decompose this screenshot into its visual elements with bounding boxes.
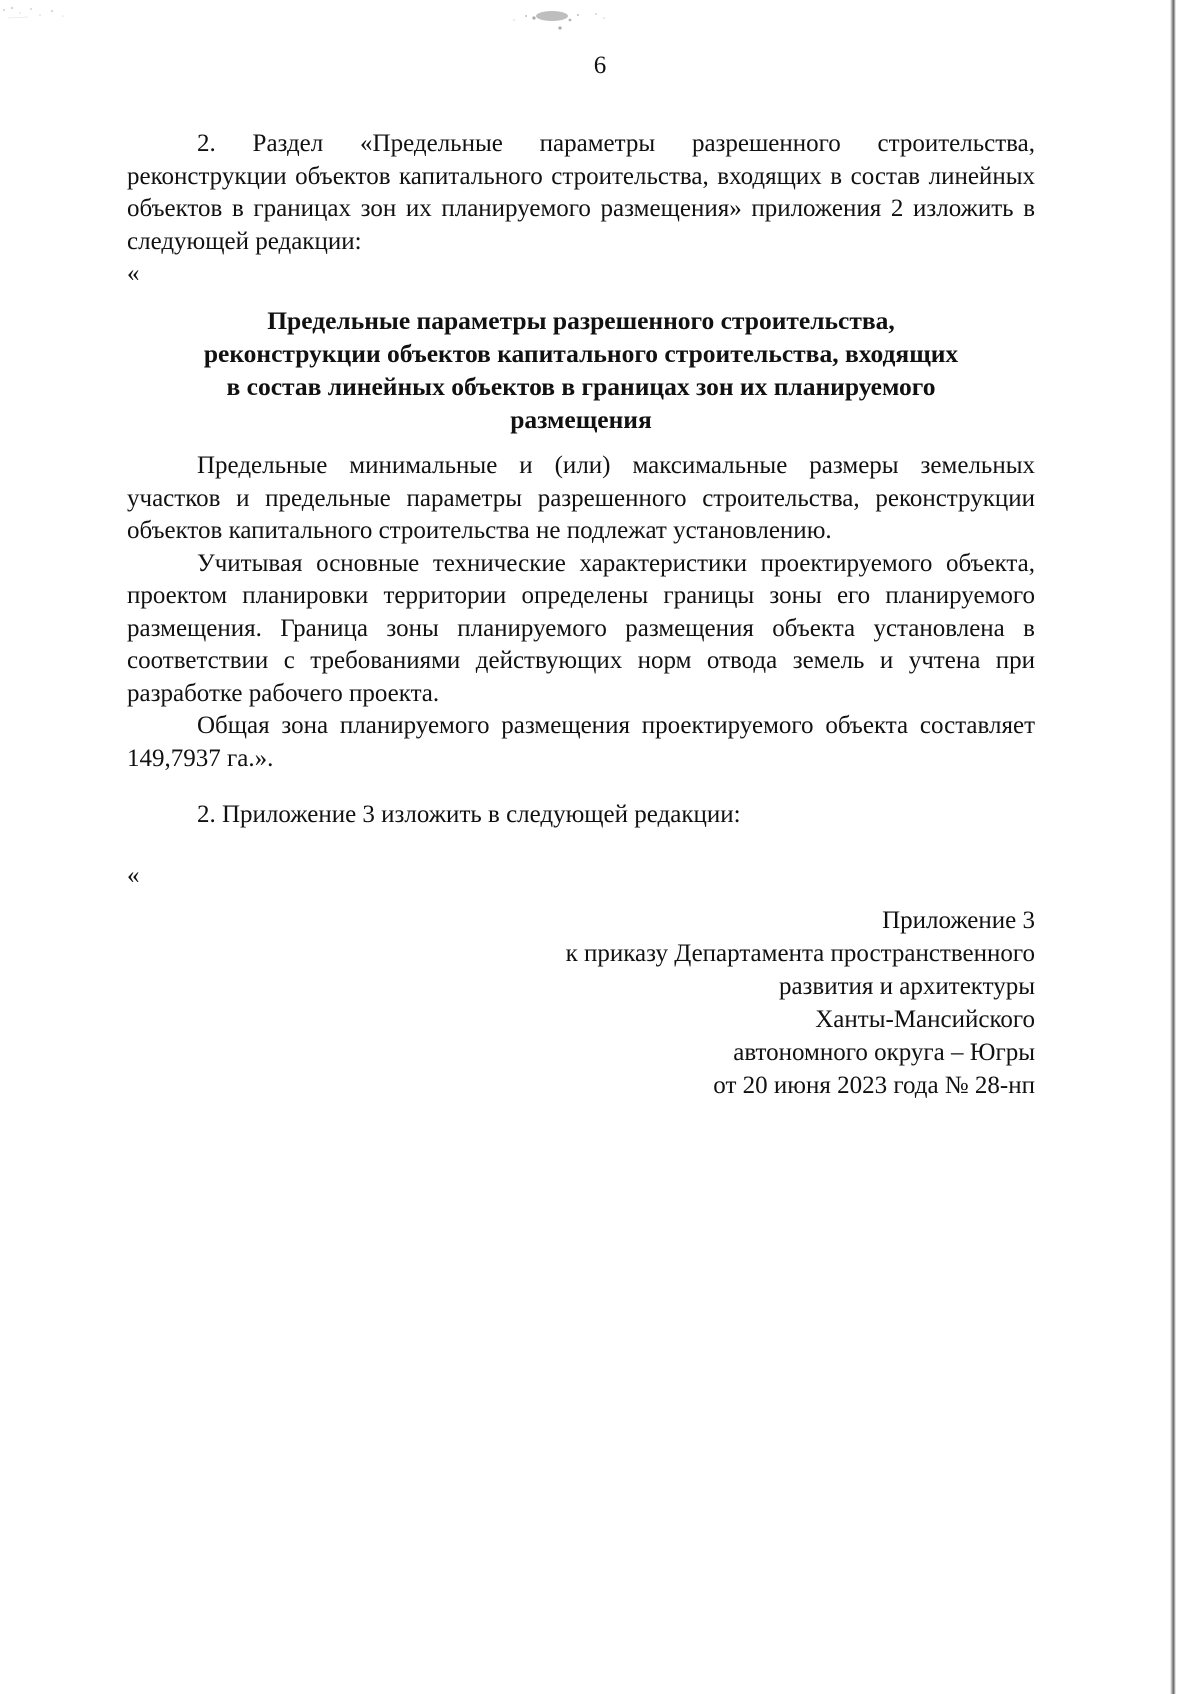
heading-line: Предельные параметры разрешенного строительства,: [267, 306, 895, 335]
heading-line: реконструкции объектов капитального строительства, входящих: [203, 339, 959, 368]
appendix-line: от 20 июня 2023 года № 28-нп: [713, 1071, 1035, 1099]
appendix-line: Ханты-Мансийского: [815, 1005, 1035, 1033]
document-body: [127, 128, 1035, 1102]
opening-quote: «: [127, 260, 140, 287]
opening-quote: «: [127, 861, 140, 889]
appendix-line: Приложение 3: [882, 906, 1035, 934]
paragraph-limits: Предельные минимальные и (или) максимальные размеры земельных участков и предельные параметры разрешенного строительства, реконструкции объектов капитального строительства не подлежат установлению.: [127, 452, 1035, 544]
heading-line: размещения: [510, 405, 652, 434]
heading-line: в состав линейных объектов в границах зон их планируемого: [226, 372, 936, 401]
section-heading: [127, 304, 1035, 436]
paragraph-total-area: Общая зона планируемого размещения проектируемого объекта составляет 149,7937 га.».: [127, 712, 1035, 772]
section-3-intro: 2. Приложение 3 изложить в следующей редакции:: [197, 801, 741, 828]
scan-noise-icon: [0, 4, 70, 24]
appendix-line: автономного округа – Югры: [733, 1038, 1035, 1066]
paragraph-boundaries: Учитывая основные технические характеристики проектируемого объекта, проектом планировки территории определены границы зоны его планируемого размещения. Граница зоны планируемого размещения объекта установлена в соответствии с требованиями действующих норм отвода земель и учтена при разработке рабочего проекта.: [127, 549, 1035, 707]
appendix-line: развития и архитектуры: [778, 972, 1035, 1000]
appendix-line: к приказу Департамента пространственного: [565, 939, 1035, 967]
scan-noise-icon: [500, 6, 610, 34]
page-number: 6: [593, 52, 607, 79]
appendix-attribution: [127, 904, 1035, 1102]
scan-page-edge: [1170, 0, 1176, 1694]
section-2-intro: 2. Раздел «Предельные параметры разрешенного строительства, реконструкции объектов капитального строительства, входящих в состав линейных объектов в границах зон их планируемого размещения» приложения 2 изложить в следующей редакции:: [127, 130, 1035, 255]
